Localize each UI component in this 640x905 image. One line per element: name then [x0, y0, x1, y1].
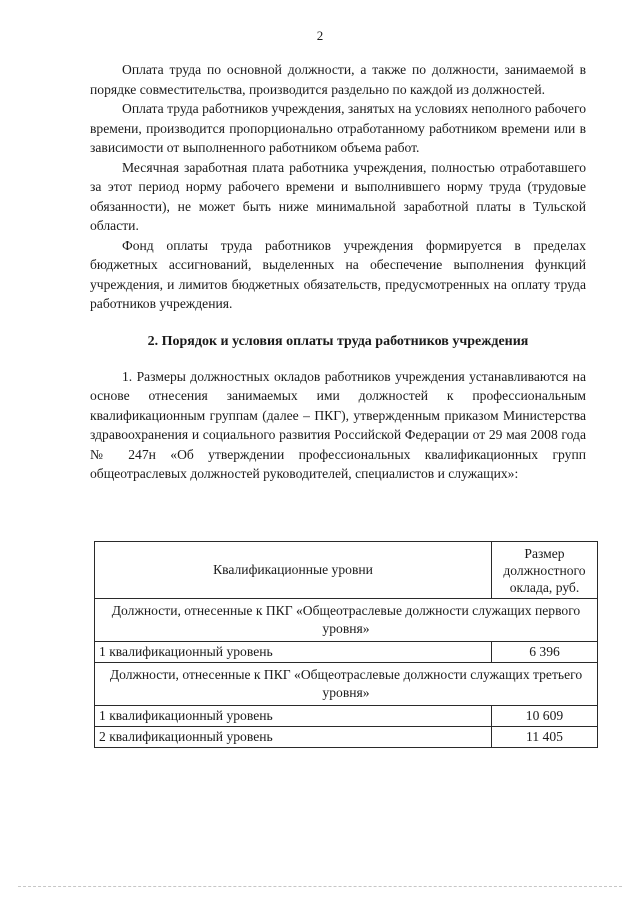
document-body [90, 60, 586, 484]
level-name: 1 квалификационный уровень [95, 642, 492, 663]
table-row [95, 642, 598, 663]
salary-value: 11 405 [492, 727, 598, 748]
paragraph-combined-positions: Оплата труда по основной должности, а также по должности, занимаемой в порядке совместительства, производится раздельно по каждой из должностей. [90, 62, 586, 97]
table-row [95, 727, 598, 748]
header-salary: Размер должностного оклада, руб. [492, 542, 598, 599]
level-name: 2 квалификационный уровень [95, 727, 492, 748]
group-row [95, 663, 598, 706]
level-name: 1 квалификационный уровень [95, 706, 492, 727]
header-levels: Квалификационные уровни [95, 542, 492, 599]
paragraph-part-time: Оплата труда работников учреждения, занятых на условиях неполного рабочего времени, производится пропорционально отработанному работником времени или в зависимости от выполненного работником объема работ. [90, 101, 586, 155]
salary-value: 10 609 [492, 706, 598, 727]
group-row [95, 599, 598, 642]
group-title: Должности, отнесенные к ПКГ «Общеотраслевые должности служащих первого уровня» [95, 599, 598, 642]
page-number: 2 [316, 28, 324, 43]
table-header-row [95, 542, 598, 599]
salary-value: 6 396 [492, 642, 598, 663]
scan-artifact-line [18, 886, 622, 887]
salary-table [94, 541, 598, 748]
paragraph-salary-sizes: 1. Размеры должностных окладов работников учреждения устанавливаются на основе отнесения занимаемых ими должностей к профессиональным квалификационным группам (далее – ПКГ), утвержденным приказом Министерства здравоохранения и социального развития Российской Федерации от 29 мая 2008 года № 247н «Об утверждении профессиональных квалификационных групп общеотраслевых должностей руководителей, специалистов и служащих»: [90, 368, 586, 481]
section-heading: 2. Порядок и условия оплаты труда работников учреждения [147, 333, 529, 349]
table-row [95, 706, 598, 727]
paragraph-minimum-wage: Месячная заработная плата работника учреждения, полностью отработавшего за этот период норму рабочего времени и выполнившего норму труда (трудовые обязанности), не может быть ниже минимальной заработной платы в Тульской области. [90, 159, 586, 233]
group-title: Должности, отнесенные к ПКГ «Общеотраслевые должности служащих третьего уровня» [95, 663, 598, 706]
paragraph-payroll-fund: Фонд оплаты труда работников учреждения формируется в пределах бюджетных ассигнований, выделенных на обеспечение выполнения функций учреждения, и лимитов бюджетных обязательств, предусмотренных на оплату труда работников учреждения. [90, 237, 586, 311]
